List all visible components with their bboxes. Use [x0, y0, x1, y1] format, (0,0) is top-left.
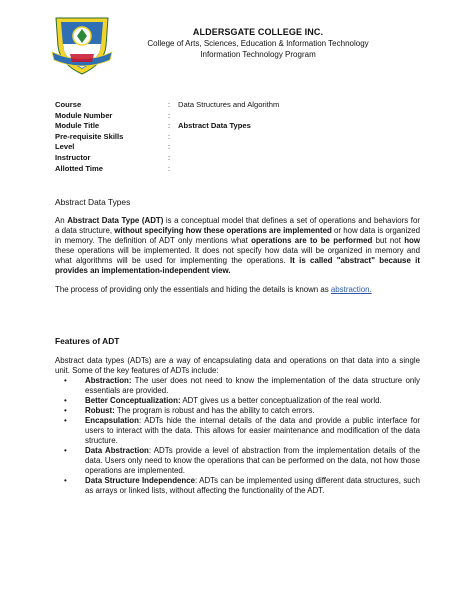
info-label: Level — [55, 142, 75, 152]
bullet-icon: • — [64, 476, 67, 485]
section-abstract-data-types — [55, 197, 420, 295]
info-label: Pre-requisite Skills — [55, 131, 124, 141]
paragraph-text: An — [55, 216, 68, 225]
section-features-of-adt — [55, 336, 420, 496]
info-label: Instructor — [55, 152, 91, 162]
feature-item — [55, 446, 420, 476]
feature-term: Data Structure Independence — [85, 476, 196, 485]
feature-description: : ADTs provide a level of abstraction from the implementation details of the data. Users only need to know the operations that can be performed on the data, not how those operations are implemented. — [85, 446, 420, 475]
info-label: Course — [55, 100, 82, 109]
feature-term: Encapsulation — [85, 416, 139, 425]
feature-item — [55, 396, 420, 406]
feature-term: Data Abstraction — [85, 446, 149, 455]
feature-item — [55, 476, 420, 496]
info-colon: : — [168, 163, 171, 173]
info-colon: : — [168, 110, 171, 120]
features-intro: Abstract data types (ADTs) are a way of encapsulating data and operations on that data into a single unit. Some of the key features of ADTs include: — [55, 356, 420, 375]
info-label: Module Title — [55, 121, 100, 131]
features-list — [55, 376, 420, 496]
letterhead — [108, 27, 408, 60]
info-colon: : — [168, 100, 171, 109]
paragraph-text: but not — [372, 236, 405, 245]
info-label: Allotted Time — [55, 163, 103, 173]
info-row — [55, 121, 378, 132]
college-seal-logo — [50, 14, 114, 76]
feature-term: Robust: — [85, 406, 115, 415]
info-row — [55, 132, 378, 143]
feature-description: : ADTs hide the internal details of the data and provide a public interface for users to interact with the data. This allows for easier maintenance and modification of the data structure. — [85, 416, 420, 445]
info-value — [178, 153, 378, 164]
paragraph-text: is a conceptual model that defines a set of operations and behaviors for a data structure, — [55, 216, 420, 235]
section-heading: Abstract Data Types — [55, 197, 131, 207]
abstraction-link[interactable]: abstraction. — [330, 285, 372, 294]
feature-term: Better Conceptualization: — [85, 396, 181, 405]
info-value — [178, 132, 378, 143]
abstraction-paragraph — [55, 285, 420, 295]
bullet-icon: • — [64, 406, 67, 415]
section-heading: Features of ADT — [55, 336, 120, 346]
college-name: ALDERSGATE COLLEGE INC. — [192, 27, 324, 37]
adt-definition-paragraph — [55, 216, 420, 276]
paragraph-text: these operations will be implemented. It does not specify how data will be organized in memory and what algorithms will be used for implementing the operations. — [55, 246, 420, 265]
info-colon: : — [168, 121, 171, 131]
abstraction-text: The process of providing only the essentials and hiding the details is known as — [55, 285, 331, 294]
bullet-icon: • — [64, 376, 67, 385]
emphasis-text: how — [404, 236, 420, 245]
college-subtitle: College of Arts, Sciences, Education & Information Technology — [147, 39, 369, 48]
info-value — [178, 111, 378, 122]
module-info-table — [55, 100, 378, 174]
feature-item — [55, 416, 420, 446]
feature-description: ADT gives us a better conceptualization of the real world. — [180, 396, 382, 405]
info-value: Abstract Data Types — [178, 121, 251, 131]
info-colon: : — [168, 142, 171, 152]
emphasis-text: Abstract Data Type (ADT) — [67, 216, 164, 225]
feature-description: The program is robust and has the ability to catch errors. — [114, 406, 315, 415]
info-row — [55, 153, 378, 164]
feature-item — [55, 376, 420, 396]
emphasis-text: without specifying how these operations are implemented — [114, 226, 332, 235]
info-value — [178, 164, 378, 175]
feature-description: : ADTs can be implemented using different data structures, such as arrays or linked lists, without affecting the functionality of the ADT. — [85, 476, 420, 495]
info-label: Module Number — [55, 110, 113, 120]
info-row — [55, 100, 378, 111]
info-row — [55, 164, 378, 175]
info-value: Data Structures and Algorithm — [178, 100, 280, 109]
bullet-icon: • — [64, 416, 67, 425]
info-value — [178, 142, 378, 153]
info-colon: : — [168, 152, 171, 162]
emphasis-text: operations are to be performed — [251, 236, 373, 245]
program-name: Information Technology Program — [200, 50, 316, 59]
feature-item — [55, 406, 420, 416]
feature-term: Abstraction: — [85, 376, 132, 385]
paragraph-text: or how data is organized in memory. The definition of ADT only mentions what — [55, 226, 420, 245]
info-row — [55, 142, 378, 153]
bullet-icon: • — [64, 446, 67, 455]
bullet-icon: • — [64, 396, 67, 405]
info-row — [55, 111, 378, 122]
feature-description: The user does not need to know the implementation of the data structure only essentials are provided. — [85, 376, 420, 395]
info-colon: : — [168, 131, 171, 141]
emphasis-text: It is called "abstract" because it provides an implementation-independent view. — [55, 256, 420, 275]
